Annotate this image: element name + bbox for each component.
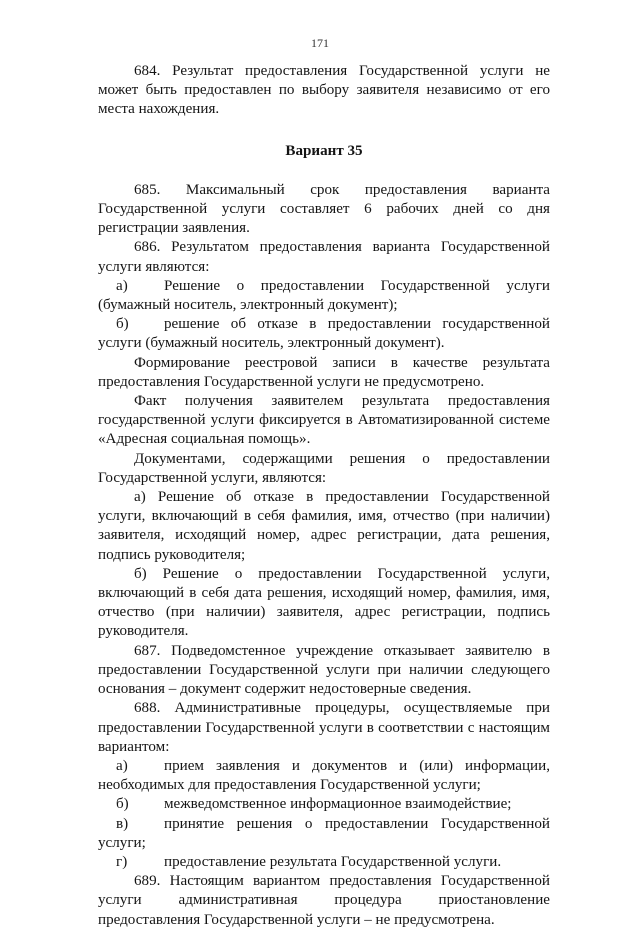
page-number: 171 bbox=[311, 36, 329, 50]
list-marker: г) bbox=[116, 853, 128, 870]
paragraph-688: 688. Административные процедуры, осуществляемые при предоставлении Государственной услуги в соответствии с настоящим вариантом: bbox=[98, 700, 550, 755]
list-marker: б) bbox=[116, 796, 129, 813]
list-marker: в) bbox=[116, 815, 129, 832]
paragraph-687: 687. Подведомстенное учреждение отказывает заявителю в предоставлении Государственной услуги при наличии следующего основания – документ содержит недостоверные сведения. bbox=[98, 642, 550, 698]
procedure-item-b bbox=[98, 795, 550, 814]
paragraph-685: 685. Максимальный срок предоставления варианта Государственной услуги составляет 6 рабочих дней со дня регистрации заявления. bbox=[98, 181, 550, 237]
document-body bbox=[98, 62, 550, 930]
paragraph-documents: Документами, содержащими решения о предоставлении Государственной услуги, являются: bbox=[98, 450, 550, 486]
result-item-a bbox=[98, 277, 550, 315]
list-marker: а) bbox=[116, 757, 128, 774]
list-item-text: межведомственное информационное взаимодействие; bbox=[164, 796, 512, 813]
list-marker: б) bbox=[116, 316, 129, 333]
list-item-text: решение об отказе в предоставлении государственной услуги (бумажный носитель, электронный документ). bbox=[98, 316, 550, 352]
document-item-b: б) Решение о предоставлении Государственной услуги, включающий в себя дата решения, исходящий номер, фамилия, имя, отчество (при наличии) заявителя, адрес регистрации, подпись руководителя. bbox=[98, 565, 550, 640]
procedure-item-d bbox=[98, 853, 550, 872]
list-item-text: прием заявления и документов и (или) информации, необходимых для предоставления Государственной услуги; bbox=[98, 757, 550, 794]
list-item-text: принятие решения о предоставлении Государственной услуги; bbox=[98, 815, 550, 851]
paragraph-686: 686. Результатом предоставления варианта Государственной услуги являются: bbox=[98, 239, 550, 275]
paragraph-registry: Формирование реестровой записи в качестве результата предоставления Государственной услуги не предусмотрено. bbox=[98, 354, 550, 390]
list-item-text: предоставление результата Государственной услуги. bbox=[164, 853, 502, 870]
paragraph-684: 684. Результат предоставления Государственной услуги не может быть предоставлен по выбору заявителя независимо от его места нахождения. bbox=[98, 63, 550, 118]
list-marker: а) bbox=[116, 277, 128, 294]
result-item-b bbox=[98, 315, 550, 353]
list-item-text: Решение о предоставлении Государственной услуги (бумажный носитель, электронный документ); bbox=[98, 277, 550, 314]
document-item-a: а) Решение об отказе в предоставлении Государственной услуги, включающий в себя фамилия, имя, отчество (при наличии) заявителя, исходящий номер, адрес регистрации, дата решения, подпись руководителя; bbox=[98, 489, 550, 563]
procedure-item-a bbox=[98, 757, 550, 795]
paragraph-689: 689. Настоящим вариантом предоставления Государственной услуги административная процедура приостановление предоставления Государственной услуги – не предусмотрена. bbox=[98, 873, 550, 928]
procedure-item-c bbox=[98, 815, 550, 853]
section-heading: Вариант 35 bbox=[285, 142, 363, 159]
paragraph-fact: Факт получения заявителем результата предоставления государственной услуги фиксируется в Автоматизированной системе «Адресная социальная помощь». bbox=[98, 393, 550, 448]
